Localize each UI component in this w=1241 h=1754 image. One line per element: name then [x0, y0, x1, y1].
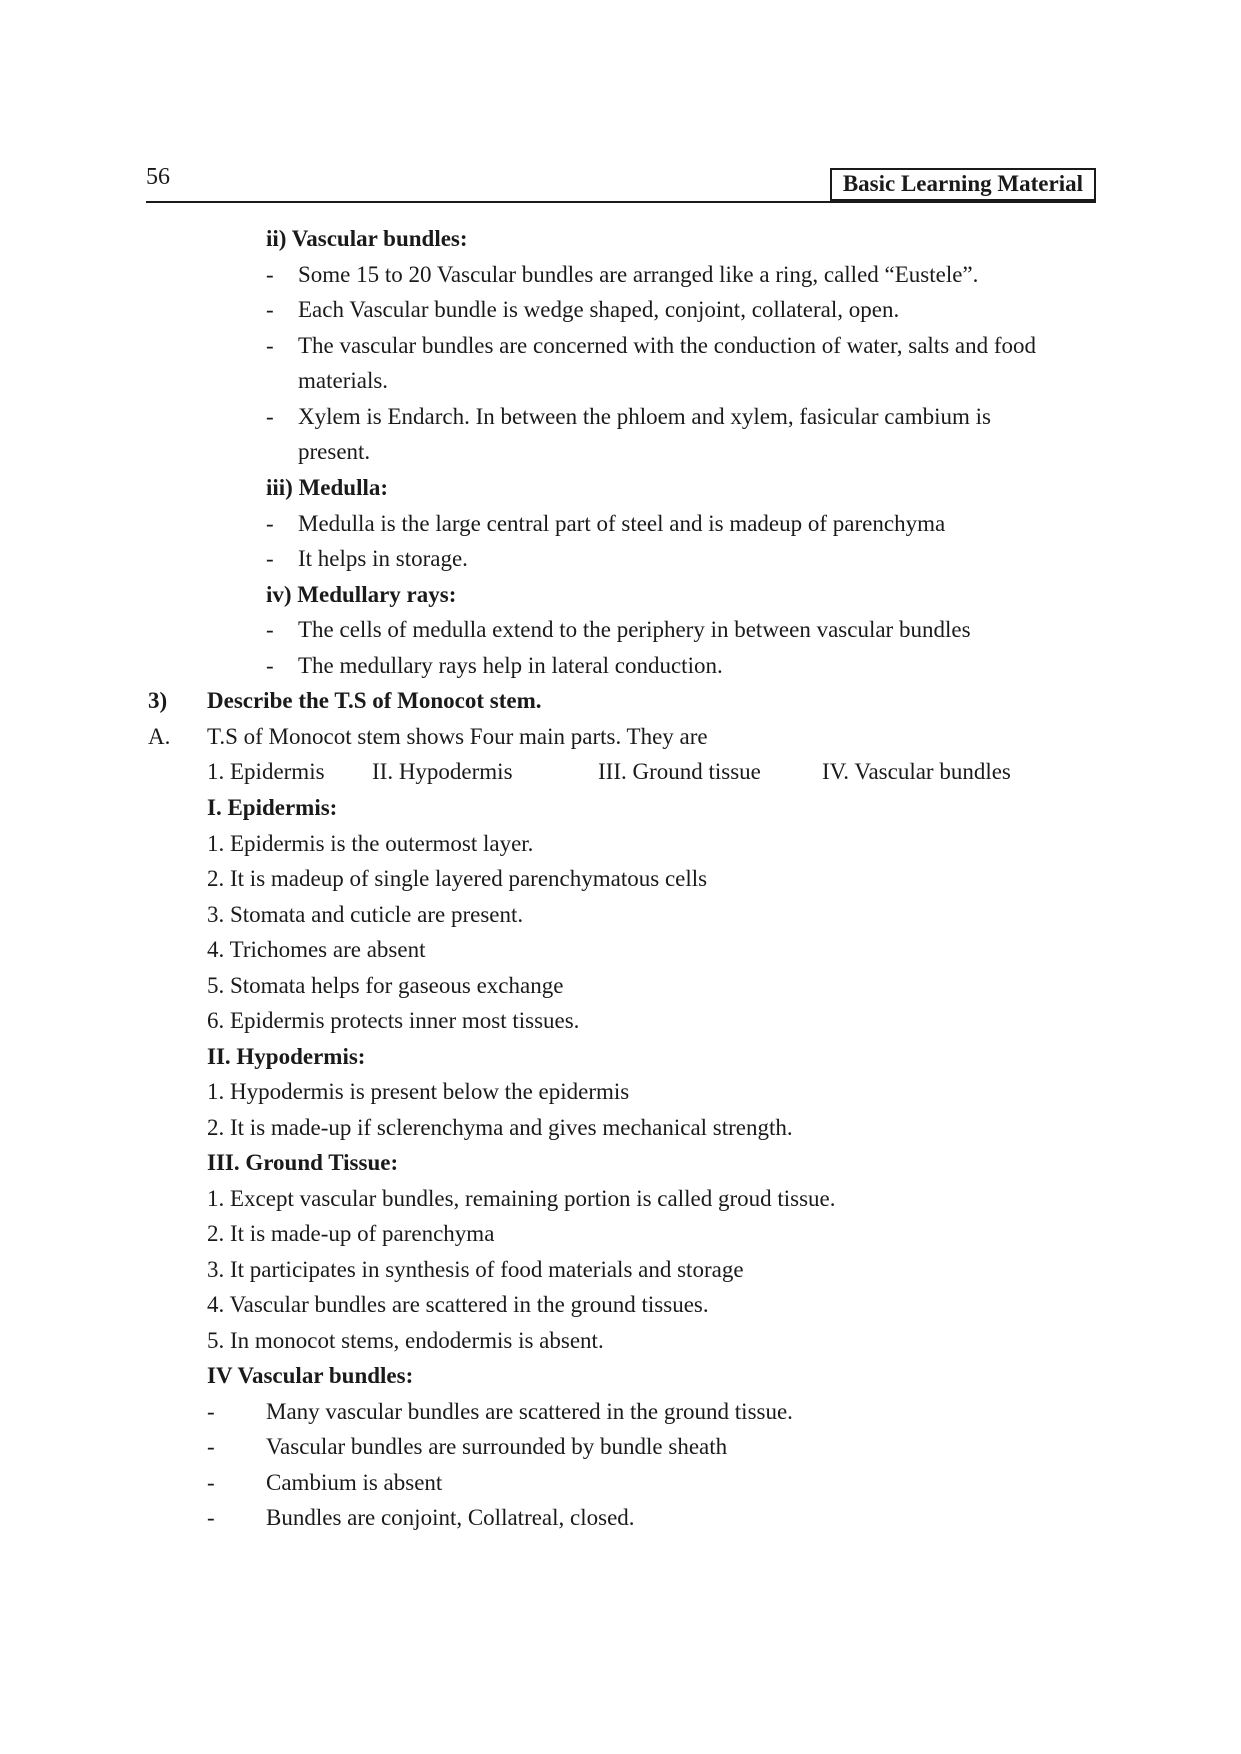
bullet-dash: -: [207, 1434, 215, 1459]
bullet-dash: -: [207, 1505, 215, 1530]
answer-label: A.: [148, 724, 171, 749]
bullet-dash: -: [266, 617, 274, 642]
list-item: Many vascular bundles are scattered in the ground tissue.: [266, 1399, 793, 1424]
book-title-box: Basic Learning Material: [830, 168, 1096, 201]
part-ground-tissue: III. Ground tissue: [598, 759, 761, 784]
list-item: Some 15 to 20 Vascular bundles are arranged like a ring, called “Eustele”.: [298, 262, 979, 287]
list-item: The medullary rays help in lateral conduction.: [298, 653, 723, 678]
list-item: 4. Vascular bundles are scattered in the ground tissues.: [207, 1292, 709, 1317]
list-item: 5. Stomata helps for gaseous exchange: [207, 973, 564, 998]
page-number: 56: [146, 164, 170, 190]
bullet-dash: -: [266, 546, 274, 571]
list-item: Medulla is the large central part of steel and is madeup of parenchyma: [298, 511, 946, 536]
bullet-dash: -: [266, 404, 274, 429]
list-item: Bundles are conjoint, Collatreal, closed.: [266, 1505, 635, 1530]
list-item: The vascular bundles are concerned with the conduction of water, salts and food: [298, 333, 1037, 358]
list-item: 6. Epidermis protects inner most tissues.: [207, 1008, 580, 1033]
bullet-dash: -: [207, 1399, 215, 1424]
question-text: Describe the T.S of Monocot stem.: [207, 688, 542, 713]
list-item: 1. Epidermis is the outermost layer.: [207, 831, 534, 856]
list-item-continuation: present.: [298, 439, 371, 464]
part-hypodermis: II. Hypodermis: [372, 759, 513, 784]
list-item: 5. In monocot stems, endodermis is absent.: [207, 1328, 604, 1353]
list-item: It helps in storage.: [298, 546, 468, 571]
page-header: [146, 160, 1096, 204]
list-item: The cells of medulla extend to the periphery in between vascular bundles: [298, 617, 971, 642]
list-item: 2. It is made-up if sclerenchyma and gives mechanical strength.: [207, 1115, 793, 1140]
section-heading-epidermis: I. Epidermis:: [207, 795, 338, 820]
bullet-dash: -: [266, 653, 274, 678]
bullet-dash: -: [207, 1470, 215, 1495]
section-heading-monocot-vascular-bundles: IV Vascular bundles:: [207, 1363, 414, 1388]
list-item: 2. It is made-up of parenchyma: [207, 1221, 495, 1246]
header-rule: [146, 201, 1096, 203]
list-item: Xylem is Endarch. In between the phloem and xylem, fasicular cambium is: [298, 404, 991, 429]
section-heading-hypodermis: II. Hypodermis:: [207, 1044, 366, 1069]
list-item: 2. It is madeup of single layered parenchymatous cells: [207, 866, 708, 891]
bullet-dash: -: [266, 262, 274, 287]
list-item: 4. Trichomes are absent: [207, 937, 426, 962]
section-heading-ground-tissue: III. Ground Tissue:: [207, 1150, 399, 1175]
part-vascular-bundles: IV. Vascular bundles: [822, 759, 1011, 784]
list-item: Cambium is absent: [266, 1470, 443, 1495]
bullet-dash: -: [266, 297, 274, 322]
part-epidermis: 1. Epidermis: [207, 759, 325, 784]
bullet-dash: -: [266, 333, 274, 358]
list-item: 1. Except vascular bundles, remaining portion is called groud tissue.: [207, 1186, 836, 1211]
list-item-continuation: materials.: [298, 368, 389, 393]
list-item: 3. It participates in synthesis of food materials and storage: [207, 1257, 744, 1282]
list-item: Vascular bundles are surrounded by bundle sheath: [266, 1434, 728, 1459]
answer-intro: T.S of Monocot stem shows Four main parts. They are: [207, 724, 708, 749]
section-heading-medullary-rays: iv) Medullary rays:: [266, 582, 457, 607]
list-item: 3. Stomata and cuticle are present.: [207, 902, 524, 927]
question-number: 3): [148, 688, 168, 713]
section-heading-vascular-bundles: ii) Vascular bundles:: [266, 226, 468, 251]
section-heading-medulla: iii) Medulla:: [266, 475, 389, 500]
list-item: 1. Hypodermis is present below the epidermis: [207, 1079, 630, 1104]
bullet-dash: -: [266, 511, 274, 536]
list-item: Each Vascular bundle is wedge shaped, conjoint, collateral, open.: [298, 297, 900, 322]
